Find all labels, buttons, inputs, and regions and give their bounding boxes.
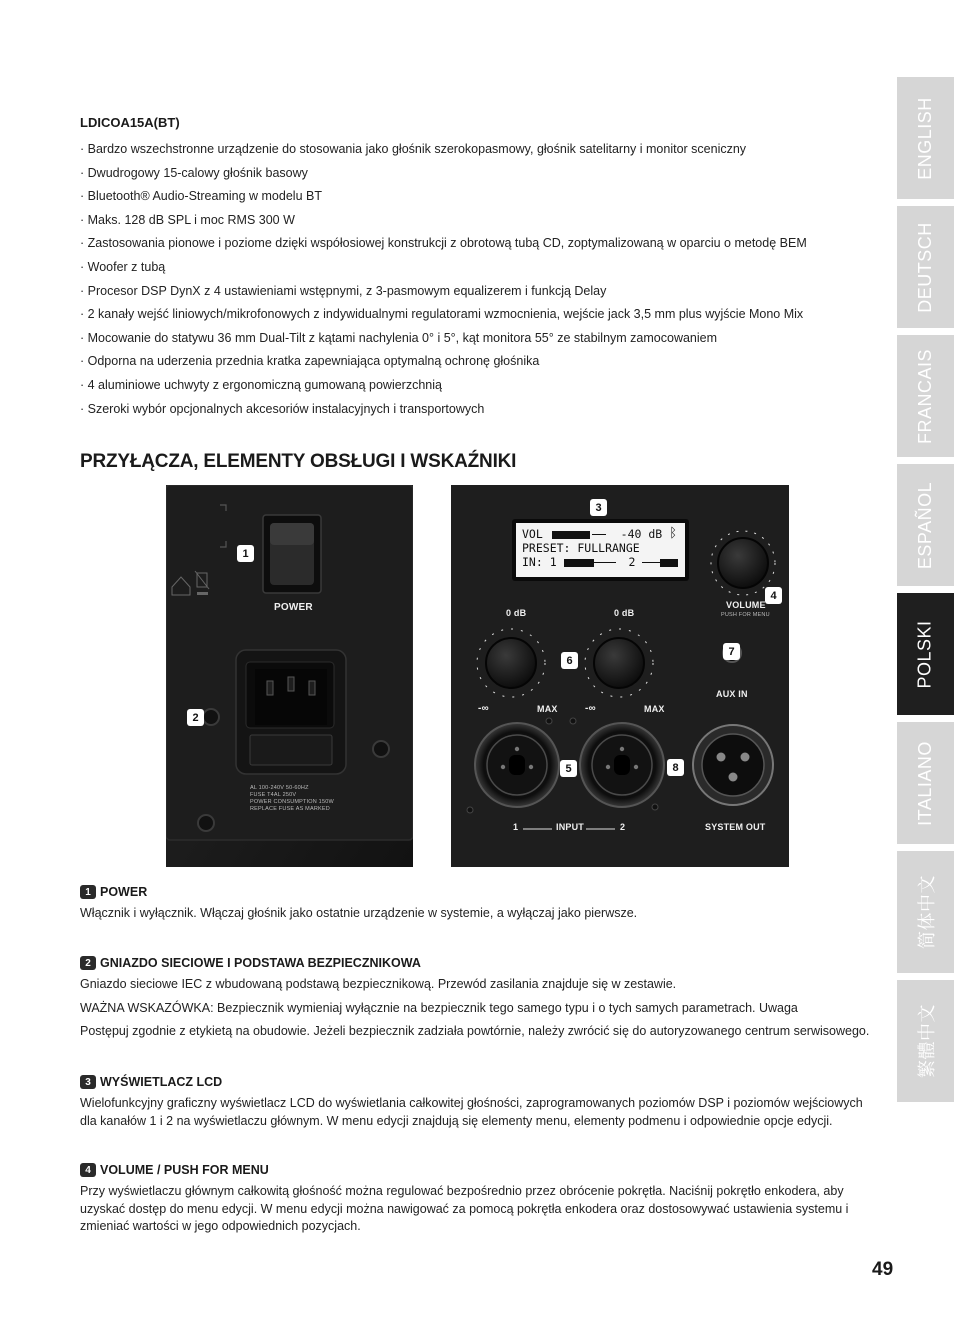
knob2-max-value: 0 dB [614,608,635,618]
marker-8: 8 [667,759,684,776]
feature-item: · Bardzo wszechstronne urządzenie do stosowania jako głośnik szerokopasmowy, głośnik satelitarny i monitor sceniczny [80,142,747,156]
tab-label: ESPAÑOL [915,481,936,569]
item-power [80,885,880,923]
tab-italiano[interactable] [897,722,954,844]
input-label: INPUT [556,822,584,832]
power-label: POWER [274,602,313,613]
knob2-max-label: MAX [644,704,665,714]
feature-item: · Bluetooth® Audio-Streaming w modelu BT [80,189,322,204]
item-lcd [80,1075,880,1130]
tab-simplified-chinese[interactable] [897,851,954,973]
push-for-menu-label: PUSH FOR MENU [721,612,770,618]
item-title: POWER [100,885,148,899]
bluetooth-icon: ᛒ [669,526,677,541]
lcd-in1: IN: 1 [522,555,557,569]
tab-deutsch[interactable] [897,206,954,328]
model-name: LDICOA15A(BT) [80,115,180,130]
feature-item: · Odporna na uderzenia przednia kratka zapewniająca optymalną ochronę głośnika [80,354,540,369]
tab-label: ITALIANO [915,740,935,826]
item-text: Gniazdo sieciowe IEC z wbudowaną podstawą bezpiecznikową. Przewód zasilania znajduje się w zestawie. [80,977,677,991]
rating-line: FUSE T4AL 250V [250,792,297,798]
marker-6: 6 [561,652,578,669]
power-switch [263,515,321,593]
marker-5: 5 [560,760,577,777]
lcd-vol-bar [552,531,590,539]
feature-item: · Procesor DSP DynX z 4 ustawieniami wstępnymi, z 3-pasmowym equalizerem i funkcją Delay [80,283,607,298]
combo-input-1 [475,723,559,807]
item-text: Postępuj zgodnie z etykietą na obudowie. Jeżeli bezpiecznik zadziała powtórnie, należy zwrócić się do autoryzowanego centrum serwisowego. [80,1024,870,1038]
item-number-badge: 4 [80,1163,96,1177]
tab-label: 繁體中文 [916,1004,937,1078]
knob1-max-value: 0 dB [506,608,527,618]
feature-item: · Zastosowania pionowe i poziome dzięki współosiowej konstrukcji z obrotową tubą CD, zoptymalizowaną w oparciu o metodę BEM [80,236,807,251]
aux-in-label: AUX IN [716,689,748,699]
marker-3: 3 [590,499,607,516]
input-left-label: 1 [513,822,519,832]
tab-francais[interactable] [897,335,954,457]
iec-socket [236,650,346,774]
feature-item: · Maks. 128 dB SPL i moc RMS 300 W [80,212,295,227]
feature-item: · Woofer z tubą [80,259,166,274]
item-text: WAŻNA WSKAZÓWKA: Bezpiecznik wymieniaj wyłącznie na bezpiecznik tego samego typu i o tych samych parametrach. Uwaga [80,1000,798,1015]
item-text: Wielofunkcyjny graficzny wyświetlacz LCD do wyświetlania całkowitej głośności, zaprogramowanych poziomów DSP i poziomów wejściowych dla kanałów 1 i 2 na wyświetlaczu głównym. W menu edycji znajdują się elementy menu, elementy podmenu i odpowiednie opcje edycji. [80,1096,863,1128]
tab-label: FRANCAIS [915,348,936,444]
feature-item: · Dwudrogowy 15-calowy głośnik basowy [80,165,308,180]
item-iec-socket [80,956,880,1041]
tab-label: ENGLISH [915,96,935,180]
item-number-badge: 2 [80,956,96,970]
tab-label: POLSKI [915,619,935,689]
marker-2: 2 [187,709,204,726]
system-out-label: SYSTEM OUT [705,822,766,832]
rating-line: REPLACE FUSE AS MARKED [250,806,330,812]
section-title: PRZYŁĄCZA, ELEMENTY OBSŁUGI I WSKAŹNIKI [80,451,517,472]
marker-4: 4 [765,587,782,604]
page-number: 49 [872,1259,894,1280]
item-text: Przy wyświetlaczu głównym całkowitą głośność można regulować bezpośrednio przez obrócenie pokrętła. Naciśnij pokrętło enkodera, aby uzyskać dostęp do menu edycji. W menu edycji można nawigować za pomocą pokrętła enkodera oraz dostosowywać ustawienia systemu i zmieniać wartości w jego odpowiednich pozycjach. [80,1184,849,1233]
volume-label: VOLUME [726,600,766,610]
tab-label: 简体中文 [916,875,937,949]
lcd-vol-bar-track [592,534,606,535]
power-panel-photo [166,485,413,867]
item-title: WYŚWIETLACZ LCD [100,1075,223,1089]
control-panel-photo [451,485,789,867]
feature-list [80,138,807,421]
combo-input-2 [580,723,664,807]
tab-traditional-chinese[interactable] [897,980,954,1102]
item-title: GNIAZDO SIECIOWE I PODSTAWA BEZPIECZNIKOWA [100,956,421,970]
lcd-vol-label: VOL [522,527,543,541]
feature-item: · 4 aluminiowe uchwyty z ergonomiczną gumowaną powierzchnią [80,377,442,392]
feature-item: · 2 kanały wejść liniowych/mikrofonowych z indywidualnymi regulatorami wzmocnienia, wejście jack 3,5 mm plus wyjście Mono Mix [80,307,804,322]
tab-polski[interactable] [897,593,954,715]
tab-label: DEUTSCH [915,221,936,313]
rating-line: POWER CONSUMPTION 150W [250,799,334,805]
xlr-system-out [693,725,773,805]
lcd-vol-value: -40 dB [620,527,663,541]
lcd-row-preset: PRESET: FULLRANGE [522,541,640,555]
lcd-in2-meter-track [642,562,660,563]
lcd-display [516,523,685,577]
rating-line: AL 100-240V 50-60HZ [250,785,309,791]
lcd-row-inputs [522,555,679,569]
feature-item: · Mocowanie do statywu 36 mm Dual-Tilt z kątami nachylenia 0° i 5°, kąt monitora 55° ze stabilnym zamocowaniem [80,330,718,345]
feature-item: · Szeroki wybór opcjonalnych akcesoriów instalacyjnych i transportowych [80,401,485,416]
input-right-label: 2 [620,822,626,832]
item-number-badge: 1 [80,885,96,899]
marker-1: 1 [237,545,254,562]
item-volume [80,1163,880,1236]
tab-english[interactable] [897,77,954,199]
knob1-max-label: MAX [537,704,558,714]
tab-espanol[interactable] [897,464,954,586]
item-title: VOLUME / PUSH FOR MENU [100,1163,269,1177]
item-text: Włącznik i wyłącznik. Włączaj głośnik jako ostatnie urządzenie w systemie, a wyłączaj jako pierwsze. [80,906,638,920]
lcd-in2: 2 [628,555,636,569]
lcd-in2-meter [660,559,678,567]
item-number-badge: 3 [80,1075,96,1089]
lcd-in1-meter [564,559,594,567]
lcd-row-volume [522,527,679,541]
knob1-min-label: -∞ [478,703,489,714]
lcd-in1-meter-track [594,562,616,563]
knob2-min-label: -∞ [585,703,596,714]
marker-7: 7 [723,643,740,660]
